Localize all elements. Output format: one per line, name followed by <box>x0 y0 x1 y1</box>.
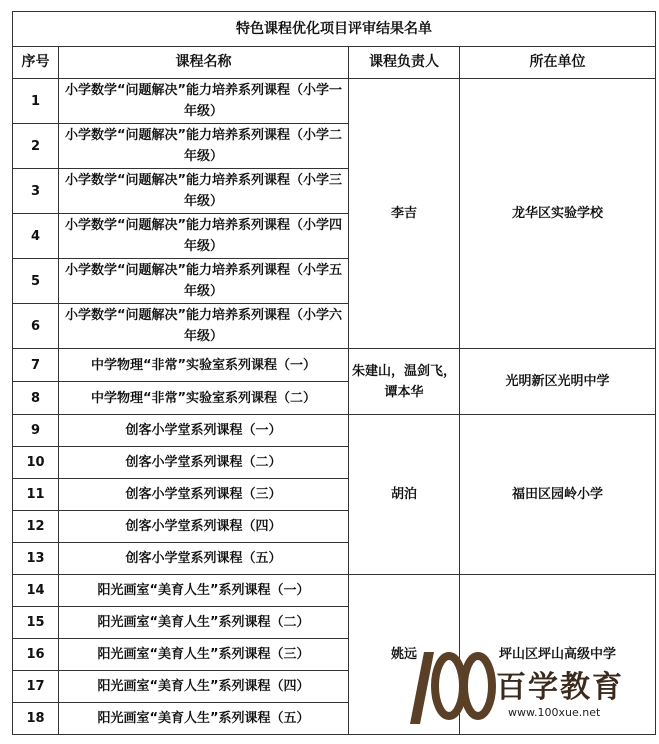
header-no: 序号 <box>13 47 59 79</box>
row-no: 12 <box>13 511 59 543</box>
course-name: 小学数学“问题解决”能力培养系列课程（小学三年级） <box>59 169 349 214</box>
watermark-logo-icon <box>404 646 496 726</box>
course-name: 小学数学“问题解决”能力培养系列课程（小学五年级） <box>59 259 349 304</box>
header-course-name: 课程名称 <box>59 47 349 79</box>
row-no: 15 <box>13 607 59 639</box>
row-no: 4 <box>13 214 59 259</box>
unit-name: 龙华区实验学校 <box>460 79 656 349</box>
watermark <box>404 644 654 742</box>
table-row <box>13 415 656 447</box>
row-no: 11 <box>13 479 59 511</box>
course-name: 小学数学“问题解决”能力培养系列课程（小学一年级） <box>59 79 349 124</box>
watermark-brand: 百学教育 <box>496 670 624 705</box>
unit-name: 坪山区坪山高级中学 <box>460 575 656 735</box>
course-name: 创客小学堂系列课程（三） <box>59 479 349 511</box>
watermark-url: www.100xue.net <box>508 706 601 719</box>
row-no: 10 <box>13 447 59 479</box>
row-no: 7 <box>13 349 59 382</box>
course-name: 阳光画室“美育人生”系列课程（三） <box>59 639 349 671</box>
table-row <box>13 575 656 607</box>
table-row <box>13 349 656 382</box>
course-name: 中学物理“非常”实验室系列课程（二） <box>59 382 349 415</box>
row-no: 2 <box>13 124 59 169</box>
course-name: 中学物理“非常”实验室系列课程（一） <box>59 349 349 382</box>
course-name: 阳光画室“美育人生”系列课程（二） <box>59 607 349 639</box>
row-no: 14 <box>13 575 59 607</box>
row-no: 13 <box>13 543 59 575</box>
title-row <box>13 12 656 47</box>
header-leader: 课程负责人 <box>349 47 460 79</box>
course-name: 创客小学堂系列课程（四） <box>59 511 349 543</box>
unit-name: 光明新区光明中学 <box>460 349 656 415</box>
course-name: 小学数学“问题解决”能力培养系列课程（小学四年级） <box>59 214 349 259</box>
row-no: 8 <box>13 382 59 415</box>
header-unit: 所在单位 <box>460 47 656 79</box>
row-no: 18 <box>13 703 59 735</box>
row-no: 9 <box>13 415 59 447</box>
row-no: 17 <box>13 671 59 703</box>
course-name: 阳光画室“美育人生”系列课程（一） <box>59 575 349 607</box>
row-no: 1 <box>13 79 59 124</box>
row-no: 16 <box>13 639 59 671</box>
table-title: 特色课程优化项目评审结果名单 <box>13 12 656 47</box>
course-name: 小学数学“问题解决”能力培养系列课程（小学二年级） <box>59 124 349 169</box>
results-table <box>12 11 656 735</box>
course-name: 创客小学堂系列课程（五） <box>59 543 349 575</box>
course-name: 创客小学堂系列课程（二） <box>59 447 349 479</box>
course-name: 小学数学“问题解决”能力培养系列课程（小学六年级） <box>59 304 349 349</box>
course-leader: 胡泊 <box>349 415 460 575</box>
course-leader: 李吉 <box>349 79 460 349</box>
row-no: 3 <box>13 169 59 214</box>
table-row <box>13 79 656 124</box>
course-leader: 朱建山，温剑飞，谭本华 <box>349 349 460 415</box>
course-leader: 姚远 <box>349 575 460 735</box>
unit-name: 福田区园岭小学 <box>460 415 656 575</box>
row-no: 6 <box>13 304 59 349</box>
course-name: 创客小学堂系列课程（一） <box>59 415 349 447</box>
logo-100-mark <box>410 652 492 724</box>
course-name: 阳光画室“美育人生”系列课程（五） <box>59 703 349 735</box>
header-row <box>13 47 656 79</box>
course-name: 阳光画室“美育人生”系列课程（四） <box>59 671 349 703</box>
row-no: 5 <box>13 259 59 304</box>
